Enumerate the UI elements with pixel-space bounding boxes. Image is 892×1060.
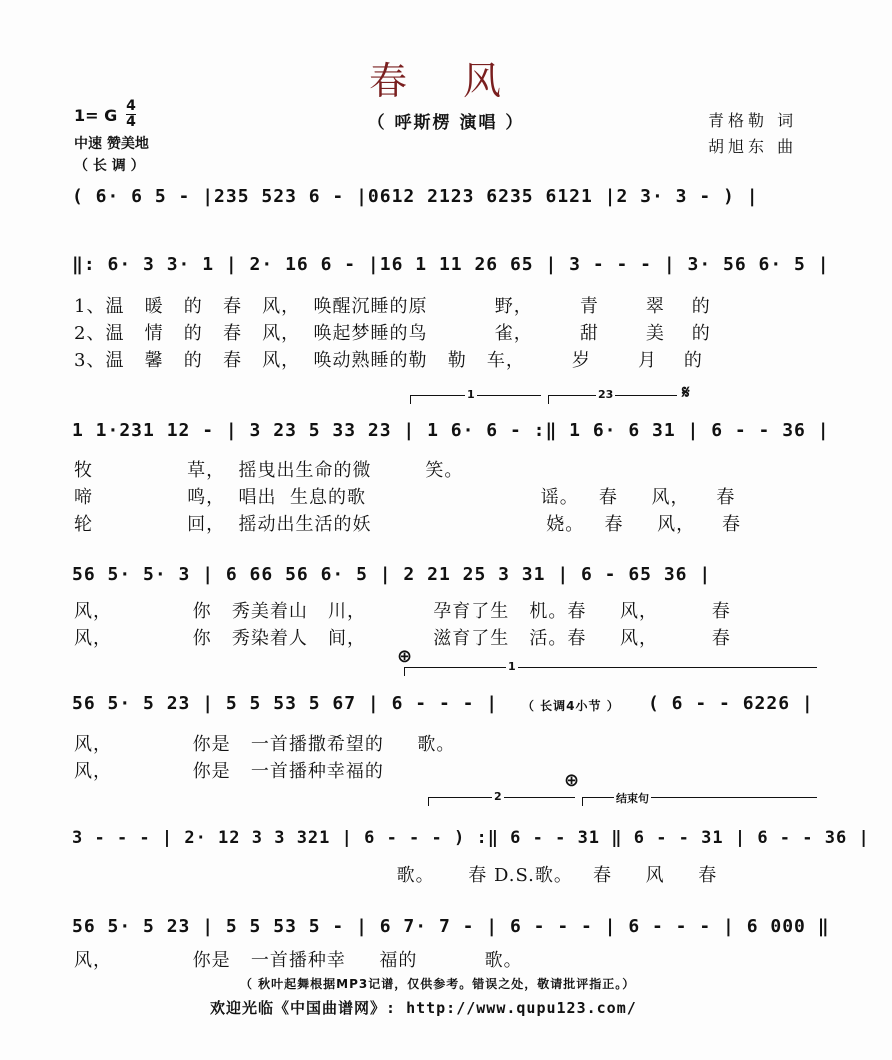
composer: 胡旭东 曲 [708,137,798,156]
lyric-line-4-verse1: 风， 你 秀美着山 川， 孕育了生 机。春 风， 春 [74,601,731,622]
music-line-7: 56 5· 5 23 | 5 5 53 5 - | 6 7· 7 - | 6 - - - | 6 - - - | 6 000 ‖ [72,916,830,937]
key-signature: 1= G [74,106,118,125]
music-line-4: 56 5· 5· 3 | 6 66 56 6· 5 | 2 21 25 3 31 | 6 - 65 36 | [72,564,712,585]
coda-sign-2: ⊕ [564,770,580,791]
music-line-5b: ( 6 - - 6226 | [648,693,814,714]
ending-label-1b: 1 [508,660,516,673]
lyric-line-3-verse1: 牧 草， 摇曳出生命的微 笑。 [74,460,464,481]
music-line-1: ( 6· 6 5 - |235 523 6 - |0612 2123 6235 6121 |2 3· 3 - ) | [72,186,759,207]
lyric-line-3-verse2: 啼 鸣， 唱出 生息的歌 谣。 春 风， 春 [74,487,736,508]
ending-label-final: 结束句 [616,792,649,805]
time-bottom: 4 [126,114,136,130]
lyric-line-2-verse2: 2、温 情 的 春 风， 唤起梦睡的鸟 雀， 甜 美 的 [74,323,711,344]
music-line-5: 56 5· 5 23 | 5 5 53 5 67 | 6 - - - | [72,693,499,714]
coda-sign-1: ⊕ [397,646,413,667]
transcription-note: （ 秋叶起舞根据MP3记谱，仅供参考。错误之处，敬请批评指正。） [240,977,636,991]
ending-label-2: 2 [494,790,502,803]
lyric-line-6: 歌。 春 D.S.歌。 春 风 春 [74,865,718,886]
segno-sign: 𝄋 [682,382,690,403]
music-line-6: 3 - - - | 2· 12 3 3 321 | 6 - - - ) :‖ 6 - - 31 ‖ 6 - - 31 | 6 - - 36 | [72,828,870,848]
lyricist: 青格勒 词 [708,111,798,130]
lyric-line-2-verse3: 3、温 馨 的 春 风， 唤动熟睡的勒 勒 车， 岁 月 的 [74,350,703,371]
song-title: 春 风 [368,59,524,103]
style-marking: （ 长 调 ） [74,158,145,174]
ending-bracket-1b [404,667,817,676]
music-line-2: ‖: 6· 3 3· 1 | 2· 16 6 - |16 1 11 26 65 | 3 - - - | 3· 56 6· 5 | [72,254,830,275]
time-top: 4 [126,98,136,114]
music-line-3: 1 1·231 12 - | 3 23 5 33 23 | 1 6· 6 - :‖ 1 6· 6 31 | 6 - - 36 | [72,420,830,441]
lyric-line-4-verse2: 风， 你 秀染着人 间， 滋育了生 活。春 风， 春 [74,628,731,649]
ending-label-23: 23 [598,388,614,401]
time-signature [126,100,136,129]
lyric-line-5-verse1: 风， 你是 一首播撒希望的 歌。 [74,734,456,755]
lyric-line-3-verse3: 轮 回， 摇动出生活的妖 娆。 春 风， 春 [74,514,741,535]
tempo-marking: 中速 赞美地 [74,136,149,152]
lyric-line-2-verse1: 1、温 暖 的 春 风， 唤醒沉睡的原 野， 青 翠 的 [74,296,711,317]
performer: （ 呼斯楞 演唱 ） [367,113,525,133]
long-tune-note: （ 长调4小节 ） [522,699,620,713]
lyric-line-5-verse2: 风， 你是 一首播种幸福的 [74,761,384,782]
ending-label-1: 1 [467,388,475,401]
site-footer: 欢迎光临《中国曲谱网》: http://www.qupu123.com/ [210,999,637,1017]
lyric-line-7: 风， 你是 一首播种幸 福的 歌。 [74,950,523,971]
